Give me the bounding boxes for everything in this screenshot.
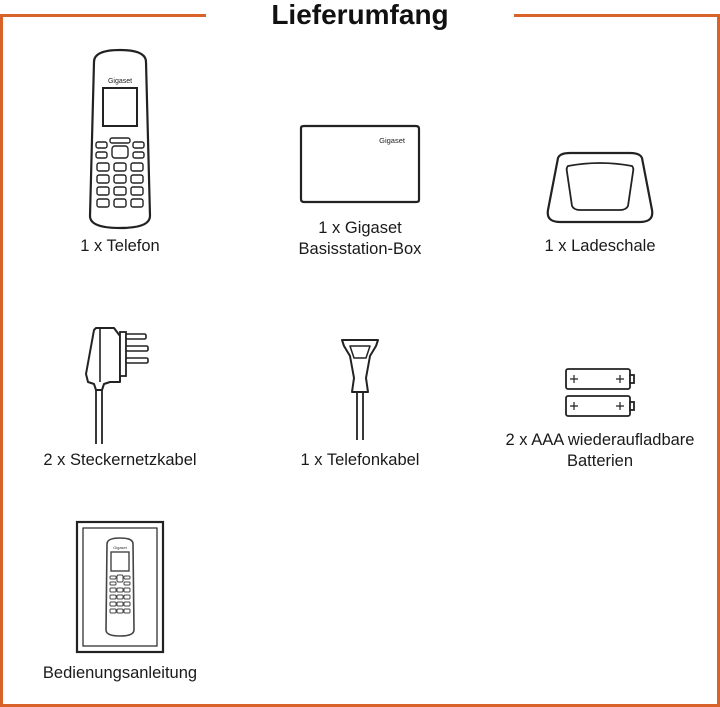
phone-cable-icon xyxy=(338,338,382,442)
label-telefonkabel: 1 x Telefonkabel xyxy=(300,451,420,469)
item-basisstation xyxy=(240,124,480,204)
item-bedienungsanleitung xyxy=(0,520,240,654)
manual-brand: Gigaset xyxy=(113,545,127,550)
label-basisstation-line1: 1 x Gigaset xyxy=(318,219,402,237)
item-batterien xyxy=(480,366,720,420)
label-basisstation xyxy=(240,218,480,260)
label-basisstation-line2: Basisstation-Box xyxy=(298,240,422,258)
item-telefon xyxy=(0,48,240,230)
charging-cradle-icon xyxy=(544,150,656,226)
item-ladeschale xyxy=(480,150,720,226)
label-bedienungsanleitung: Bedienungsanleitung xyxy=(42,664,198,682)
power-adapter-icon xyxy=(60,324,180,446)
label-batterien xyxy=(480,430,720,472)
label-batterien-line2: Batterien xyxy=(566,452,634,470)
item-telefonkabel xyxy=(240,338,480,442)
base-brand: Gigaset xyxy=(379,136,405,145)
label-batterien-line1: 2 x AAA wiederaufladbare xyxy=(505,431,695,449)
label-telefon: 1 x Telefon xyxy=(80,237,160,255)
label-steckernetzkabel: 2 x Steckernetzkabel xyxy=(43,451,197,469)
manual-icon xyxy=(75,520,165,654)
handset-brand: Gigaset xyxy=(107,78,133,85)
base-station-box-icon xyxy=(298,124,422,204)
handset-icon xyxy=(84,48,156,230)
page-title: Lieferumfang xyxy=(271,0,449,30)
batteries-icon xyxy=(564,366,636,420)
label-ladeschale: 1 x Ladeschale xyxy=(544,237,656,255)
item-steckernetzkabel xyxy=(0,324,240,446)
